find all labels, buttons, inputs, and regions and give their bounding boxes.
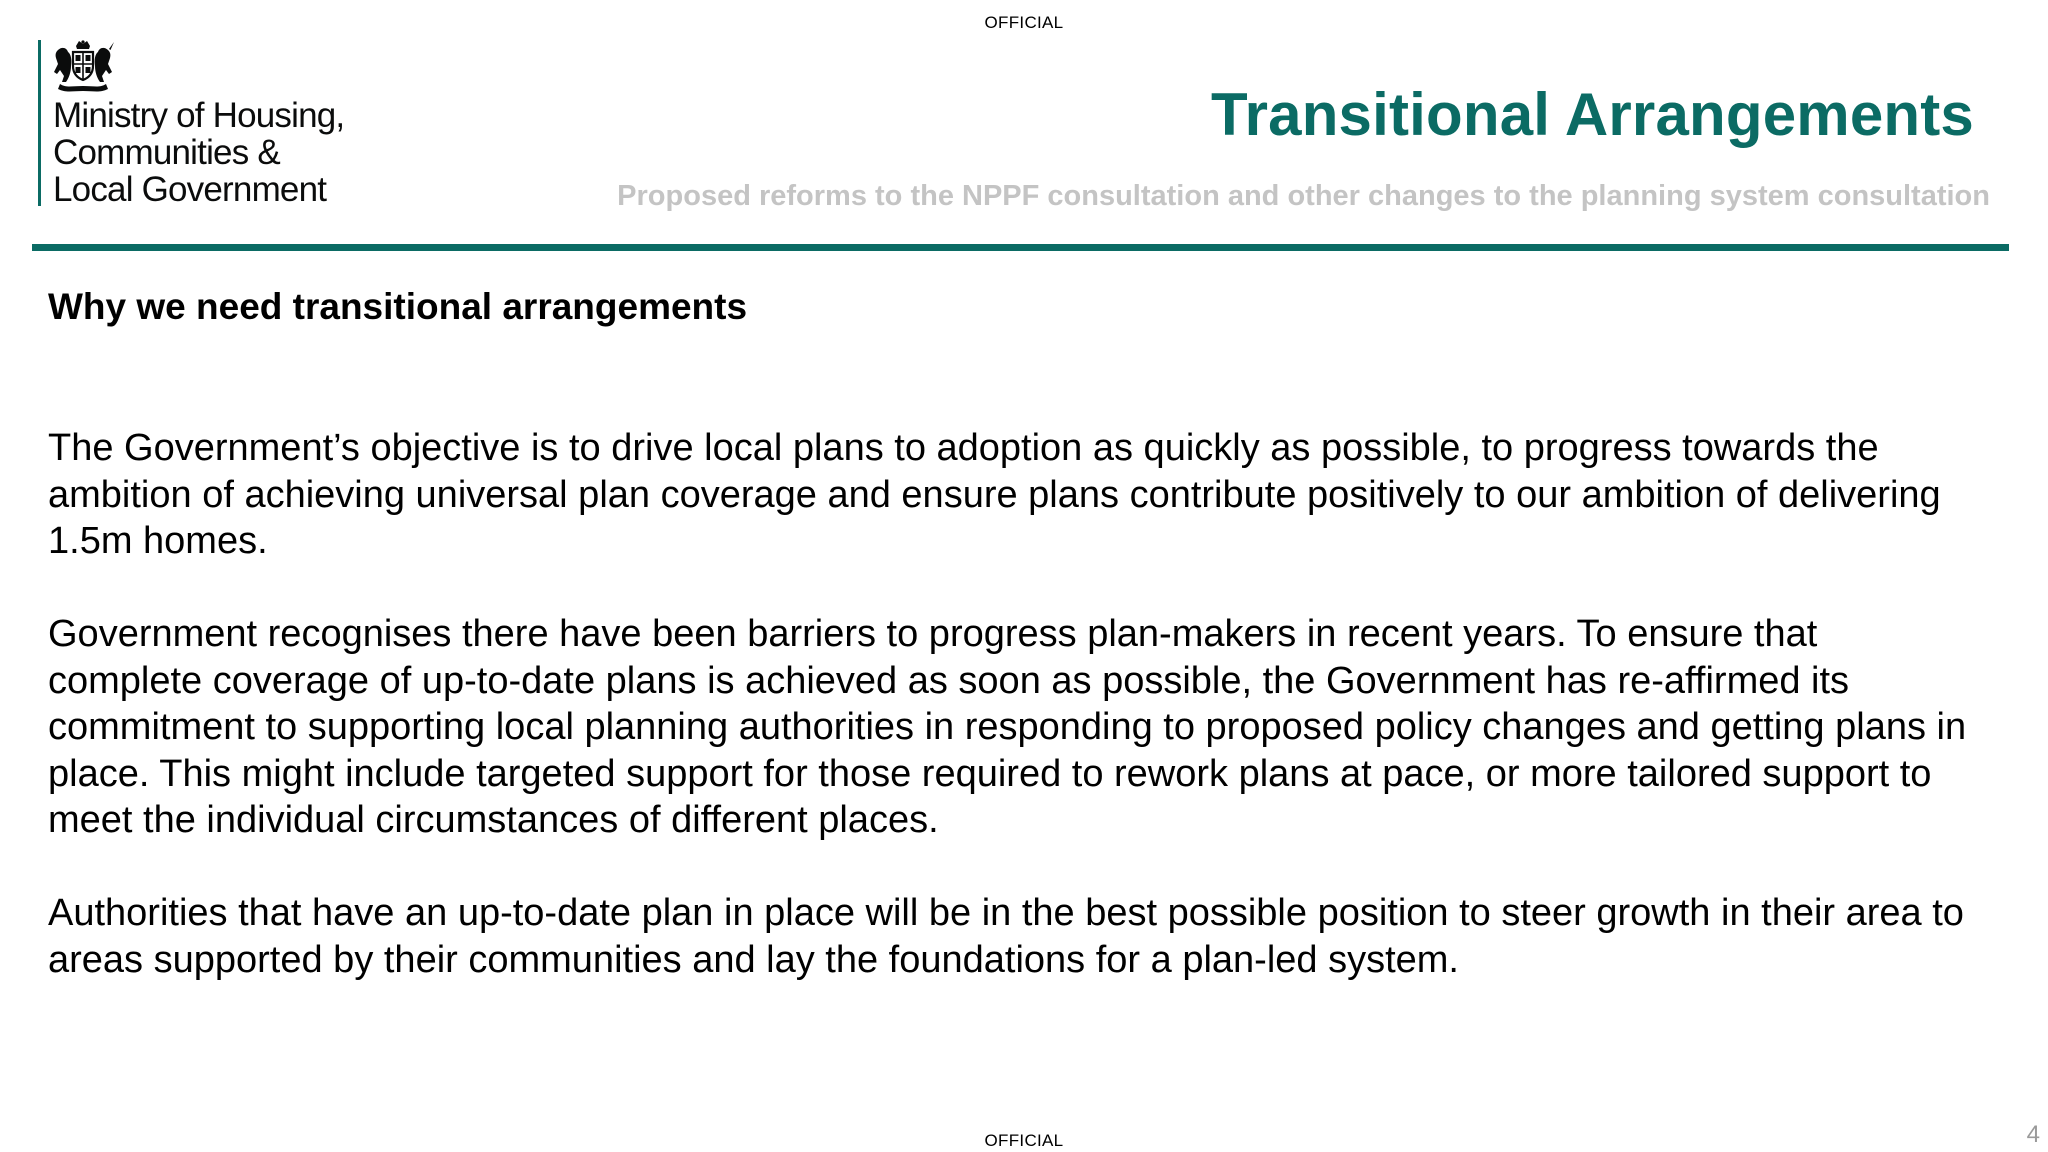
department-name-line: Ministry of Housing, [53,96,345,135]
logo-accent-bar [38,40,41,206]
department-name [53,97,344,208]
body-paragraph: The Government’s objective is to drive local plans to adoption as quickly as possible, to progress towards the ambition of achieving universal plan coverage and ensure plans contribute positively to our ambition of delivering 1.5m homes. [48,427,1941,562]
body-paragraph: Authorities that have an up-to-date plan in place will be in the best possible position to steer growth in their area to areas supported by their communities and lay the foundations for a plan-led system. [48,892,1964,981]
classification-marking-bottom: OFFICIAL [984,1131,1064,1150]
slide-subtitle: Proposed reforms to the NPPF consultation and other changes to the planning system consultation [617,180,1990,212]
body-paragraph: Government recognises there have been barriers to progress plan-makers in recent years. To ensure that complete coverage of up-to-date plans is achieved as soon as possible, the Government has re-affirmed its commitment to supporting local planning authorities in responding to proposed policy changes and getting plans in place. This might include targeted support for those required to rework plans at pace, or more tailored support to meet the individual circumstances of different places. [48,613,1967,841]
royal-coat-of-arms-icon [52,40,114,94]
department-name-line: Local Government [53,170,327,209]
section-heading: Why we need transitional arrangements [48,286,748,327]
body-text [48,425,1968,1030]
page-number: 4 [2026,1121,2040,1148]
header-divider [32,244,2009,251]
classification-marking-top: OFFICIAL [984,13,1064,32]
slide-title: Transitional Arrangements [1211,81,1974,148]
department-logo [38,40,398,209]
department-name-line: Communities & [53,133,280,172]
